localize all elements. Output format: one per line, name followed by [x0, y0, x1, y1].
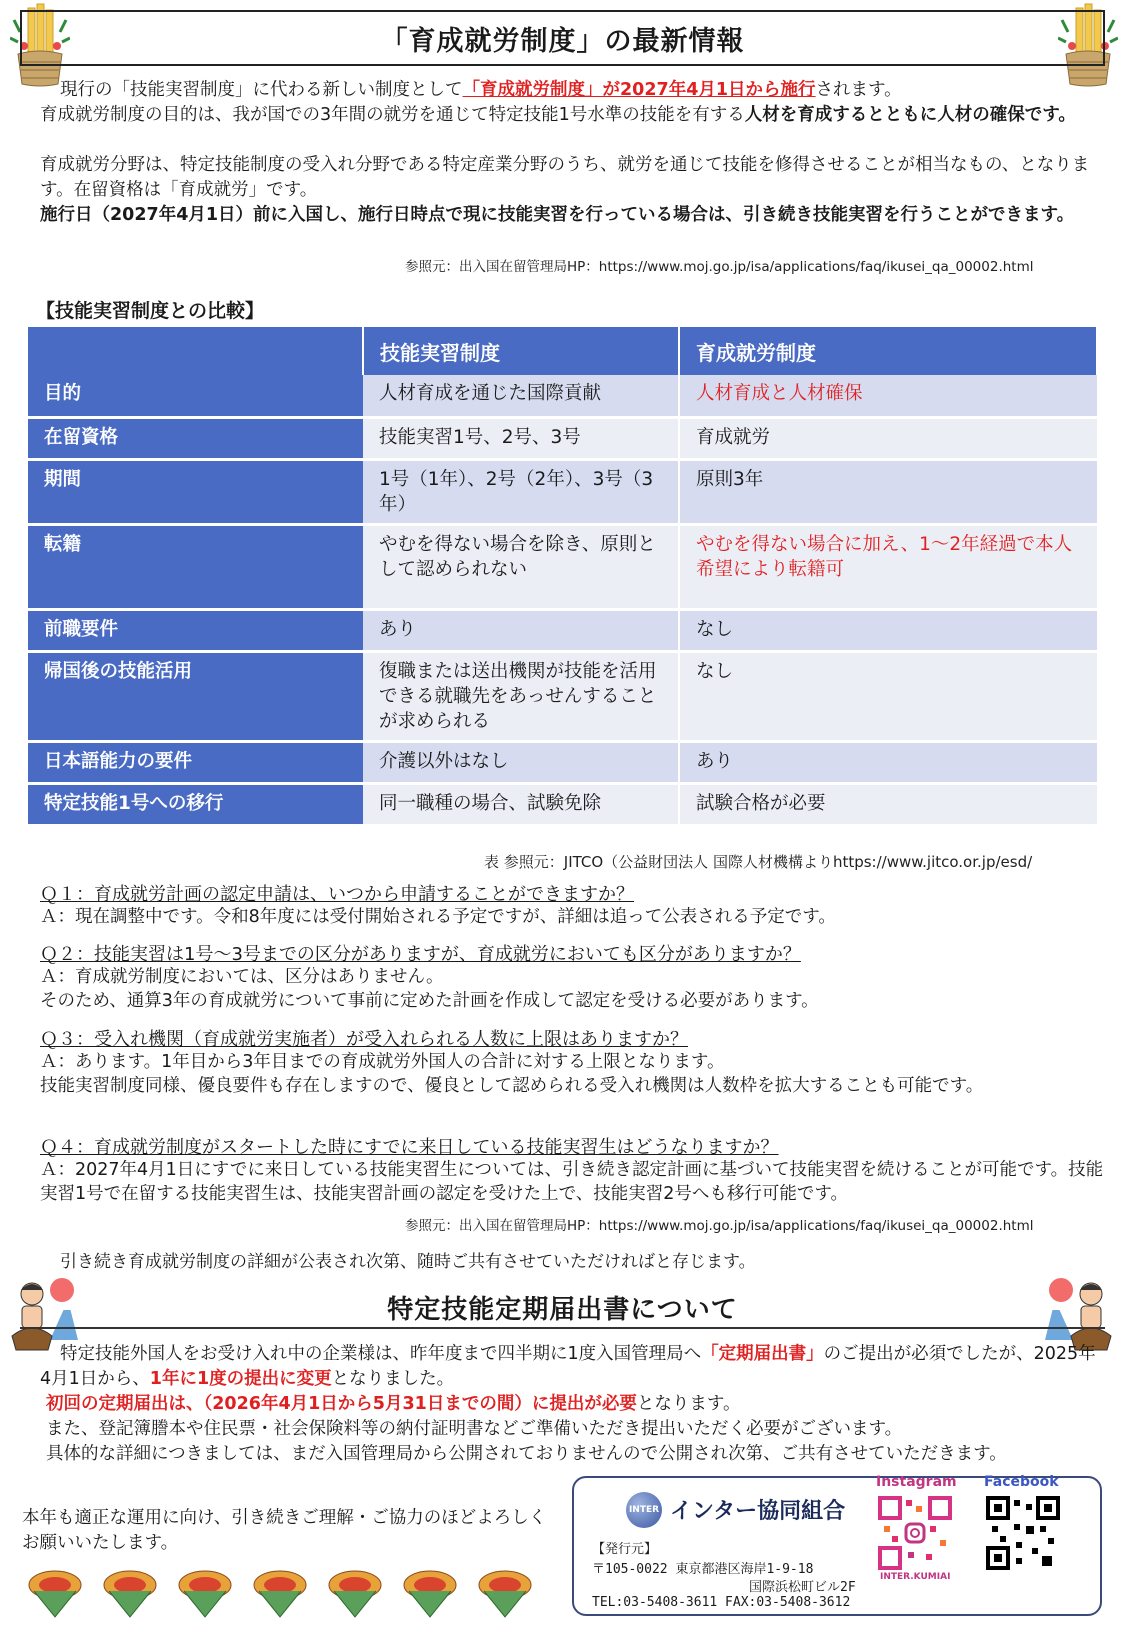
cell-ikusei-shuro: 試験合格が必要: [679, 783, 1097, 825]
qa-source: 参照元：出入国在留管理局HP：https://www.moj.go.jp/isa/applications/faq/ikusei_qa_00002.html: [405, 1218, 1034, 1234]
section2-l1-end: となりました。: [331, 1369, 455, 1389]
table-header-row: [28, 327, 1097, 375]
address-line2: 国際浜松町ビル2F: [749, 1580, 856, 1595]
section2-l1-text2: のご提出が必須でしたが、2025年4月1日から、: [40, 1344, 1096, 1389]
qa-question-1: Ｑ１：育成就労計画の認定申請は、いつから申請することができますか？: [40, 884, 634, 905]
table-source: 表 参照元：JITCO（公益財団法人 国際人材機構よりhttps://www.jitco.or.jp/esd/: [484, 853, 1033, 871]
cell-technical-intern: 同一職種の場合、試験免除: [363, 783, 679, 825]
cell-ikusei-shuro: 人材育成と人材確保: [679, 375, 1097, 417]
facebook-label: Facebook: [984, 1474, 1059, 1490]
qa-question-4: Ｑ４：育成就労制度がスタートした時にすでに来日している技能実習生はどうなりますか？: [40, 1137, 779, 1158]
qa-answer-3: Ａ：あります。1年目から3年目までの育成就労外国人の合計に対する上限となります。: [40, 1052, 725, 1072]
spinning-top-icons: [20, 1561, 560, 1621]
cell-ikusei-shuro: なし: [679, 651, 1097, 741]
table-row: [28, 741, 1097, 783]
row-label: 転籍: [28, 524, 363, 609]
cell-technical-intern: 復職または送出機関が技能を活用できる就職先をあっせんすることが求められる: [363, 651, 679, 741]
table-row: [28, 609, 1097, 651]
issuer-label: 【発行元】: [592, 1542, 658, 1557]
cell-technical-intern: あり: [363, 609, 679, 651]
comparison-table: [28, 327, 1098, 827]
comparison-heading: 【技能実習制度との比較】: [36, 300, 265, 322]
row-label: 帰国後の技能活用: [28, 651, 363, 741]
section2-l2-end: となります。: [636, 1394, 741, 1414]
row-label: 目的: [28, 375, 363, 417]
qa-question-2: Ｑ２：技能実習は1号～3号までの区分がありますが、育成就労においても区分がありますか？: [40, 944, 801, 965]
cell-technical-intern: 介護以外はなし: [363, 741, 679, 783]
intro-p4: 施行日（2027年4月1日）前に入国し、施行日時点で現に技能実習を行っている場合は、引き続き技能実習を行うことができます。: [40, 205, 1075, 225]
table-row: [28, 783, 1097, 825]
page-title: 「育成就労制度」の最新情報: [380, 25, 745, 57]
section2-l1-highlight: 「定期届出書」: [701, 1344, 824, 1364]
cell-ikusei-shuro: 育成就労: [679, 417, 1097, 459]
section2-title: 特定技能定期届出書について: [387, 1295, 738, 1325]
closing-note: 引き続き育成就労制度の詳細が公表され次第、随時ご共有させていただければと存じます。: [60, 1252, 756, 1272]
section2-line4: 具体的な詳細につきましては、まだ入国管理局から公開されておりませんので公開され次第、ご共有させていただきます。: [46, 1444, 1007, 1464]
row-label: 在留資格: [28, 417, 363, 459]
row-label: 日本語能力の要件: [28, 741, 363, 783]
cell-ikusei-shuro: 原則3年: [679, 459, 1097, 524]
qa-answer-2b: そのため、通算3年の育成就労について事前に定めた計画を作成して認定を受ける必要があります。: [40, 991, 819, 1011]
facebook-qr-code-icon[interactable]: [986, 1496, 1060, 1570]
address-line1: 〒105-0022 東京都港区海岸1-9-18: [592, 1562, 814, 1577]
section2-line3: また、登記簿謄本や住民票・社会保険料等の納付証明書などご準備いただき提出いただく必要がございます。: [46, 1419, 903, 1439]
intro-p2-text: 育成就労制度の目的は、我が国での3年間の就労を通じて特定技能1号水準の技能を有する: [40, 105, 745, 125]
table-header-cell: 育成就労制度: [679, 327, 1097, 375]
row-label: 前職要件: [28, 609, 363, 651]
cell-ikusei-shuro: あり: [679, 741, 1097, 783]
qa-answer-3b: 技能実習制度同様、優良要件も存在しますので、優良として認められる受入れ機関は人数枠を拡大することも可能です。: [40, 1076, 984, 1096]
intro-p2: [40, 103, 1110, 128]
tel-fax: TEL:03-5408-3611 FAX:03-5408-3612: [592, 1595, 851, 1610]
cell-technical-intern: やむを得ない場合を除き、原則として認められない: [363, 524, 679, 609]
instagram-label: Instagram: [876, 1474, 957, 1490]
intro-p1-text: 現行の「技能実習制度」に代わる新しい制度として: [60, 80, 463, 100]
intro-p1-end: されます。: [815, 80, 902, 100]
cell-ikusei-shuro: なし: [679, 609, 1097, 651]
table-header-cell: [28, 327, 363, 375]
instagram-handle: INTER.KUMIAI: [880, 1572, 951, 1582]
qa-question-3: Ｑ３：受入れ機関（育成就労実施者）が受入れられる人数に上限はありますか？: [40, 1029, 688, 1050]
section2-closing: 本年も適正な運用に向け、引き続きご理解・ご協力のほどよろしくお願いいたします。: [22, 1508, 547, 1553]
page-title-box: [20, 10, 1105, 66]
table-row: [28, 651, 1097, 741]
qa-answer-1: Ａ：現在調整中です。令和8年度には受付開始される予定ですが、詳細は追って公表される予定です。: [40, 907, 836, 927]
instagram-qr-code-icon[interactable]: [878, 1496, 952, 1570]
qa-answer-2: Ａ：育成就労制度においては、区分はありません。: [40, 967, 444, 987]
intro-p1: [40, 78, 1110, 103]
section2-l1-highlight2: 1年に1度の提出に変更: [149, 1369, 332, 1389]
intro-p1-highlight: 「育成就労制度」が2027年4月1日から施行: [462, 80, 816, 100]
intro-p3: 育成就労分野は、特定技能制度の受入れ分野である特定産業分野のうち、就労を通じて技能を修得させることが相当なもの、となります。在留資格は「育成就労」です。: [40, 155, 1090, 200]
qa-answer-4: Ａ：2027年4月1日にすでに来日している技能実習生については、引き続き認定計画に基づいて技能実習を続けることが可能です。技能実習1号で在留する技能実習生は、技能実習計画の認定を受けた上で、技能実習2号へも移行可能です。: [40, 1160, 1104, 1204]
section2-line1: [40, 1342, 1100, 1392]
row-label: 特定技能1号への移行: [28, 783, 363, 825]
row-label: 期間: [28, 459, 363, 524]
section2-divider: [20, 1327, 1105, 1329]
table-row: [28, 524, 1097, 609]
section2-l1-text: 特定技能外国人をお受け入れ中の企業様は、昨年度まで四半期に1度入国管理局へ: [60, 1344, 702, 1364]
cell-technical-intern: 人材育成を通じた国際貢献: [363, 375, 679, 417]
section2-line2: [40, 1392, 1110, 1417]
table-row: [28, 417, 1097, 459]
cell-technical-intern: 技能実習1号、2号、3号: [363, 417, 679, 459]
organization-name: インター協同組合: [670, 1499, 846, 1524]
table-header-cell: 技能実習制度: [363, 327, 679, 375]
table-row: [28, 375, 1097, 417]
intro-source: 参照元：出入国在留管理局HP：https://www.moj.go.jp/isa/applications/faq/ikusei_qa_00002.html: [405, 259, 1034, 275]
section2-l2-highlight: 初回の定期届出は、（2026年4月1日から5月31日までの間）に提出が必要: [46, 1394, 637, 1414]
inter-logo-icon: INTER: [626, 1492, 662, 1528]
organization-card: [572, 1476, 1102, 1616]
intro-p2-bold: 人材を育成するとともに人材の確保です。: [744, 105, 1076, 125]
cell-ikusei-shuro: やむを得ない場合に加え、1～2年経過で本人希望により転籍可: [679, 524, 1097, 609]
cell-technical-intern: 1号（1年）、2号（2年）、3号（3年）: [363, 459, 679, 524]
table-row: [28, 459, 1097, 524]
